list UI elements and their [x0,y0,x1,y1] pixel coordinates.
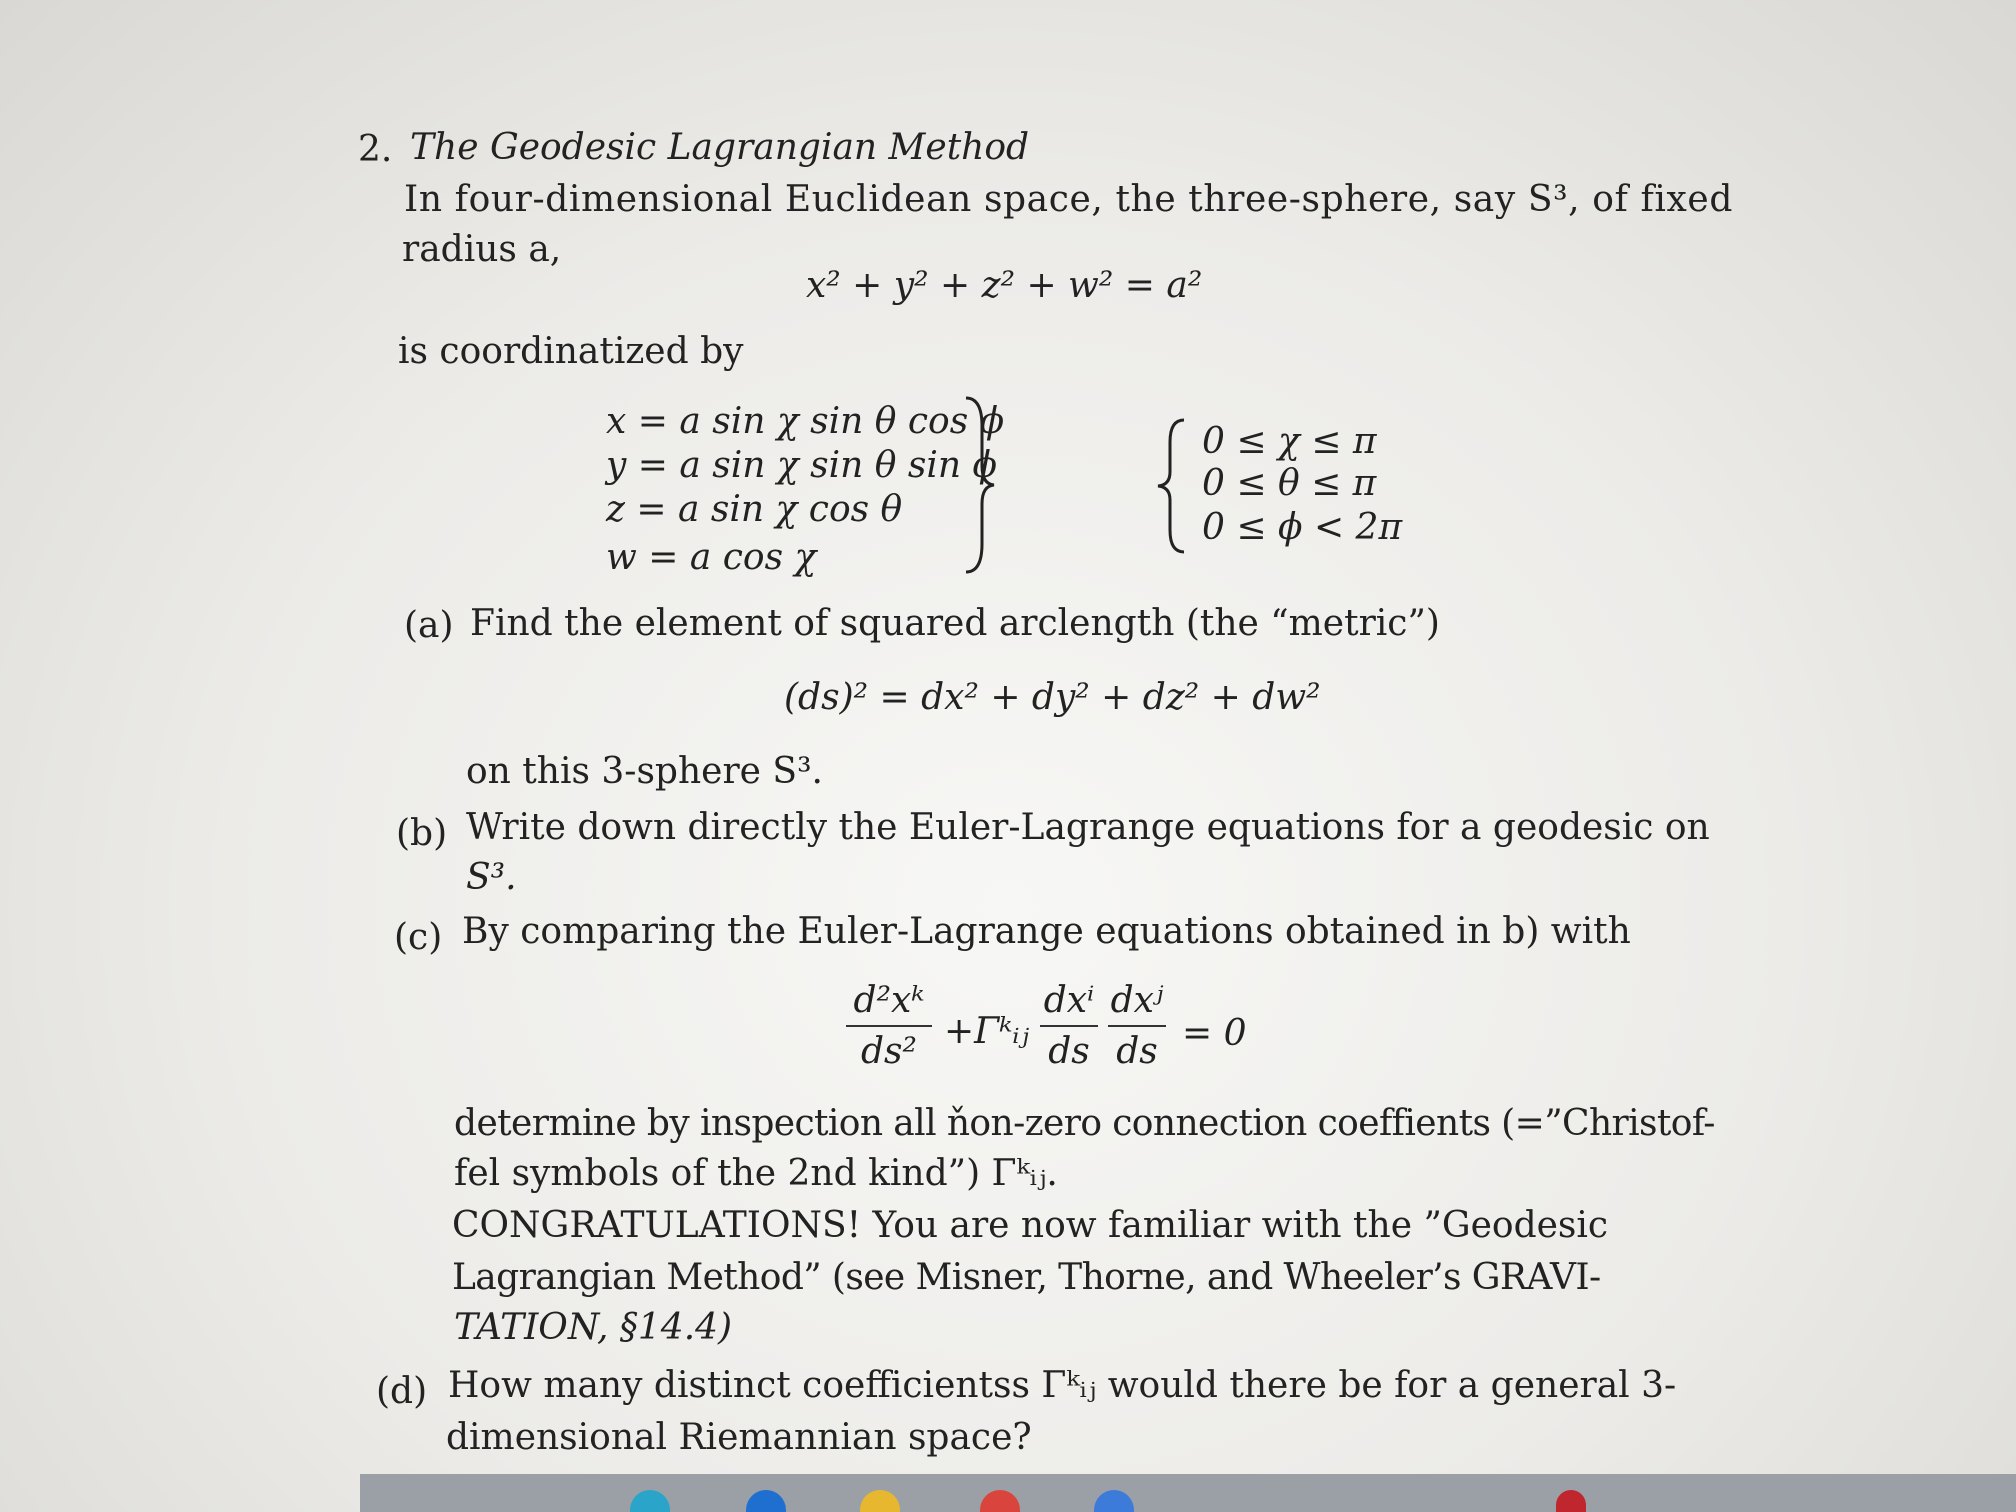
part-d-text-2: dimensional Riemannian space? [446,1417,1032,1458]
range-chi: 0 ≤ χ ≤ π [1202,421,1377,462]
fraction-denominator: ds [1048,1031,1090,1072]
part-a-text: Find the element of squared arclength (the “metric”) [470,603,1440,644]
left-brace [1154,418,1190,554]
notification-icon[interactable] [1556,1490,1586,1512]
part-c-after-2: fel symbols of the 2nd kind”) Γᵏᵢⱼ. [454,1153,1058,1194]
fraction-numerator: dxⁱ [1043,980,1095,1021]
fraction-denominator: ds [1116,1031,1158,1072]
part-b-text-2: S³. [466,857,517,898]
part-a-after: on this 3-sphere S³. [466,751,823,792]
intro-line-1: In four-dimensional Euclidean space, the three-sphere, say S³, of fixed [404,179,1733,220]
congrats-line-2: Lagrangian Method” (see Misner, Thorne, and Wheeler’s GRAVI- [452,1257,1601,1298]
fraction-bar [1040,1025,1098,1027]
part-b-text-1: Write down directly the Euler-Lagrange equations for a geodesic on [466,807,1710,848]
fraction-dxj-ds [1108,978,1166,1074]
fraction-bar [846,1025,932,1027]
congrats-line-3: TATION, §14.4) [454,1307,733,1348]
part-a-label: (a) [404,605,454,646]
part-b-label: (b) [396,813,448,854]
congrats-line-1: CONGRATULATIONS! You are now familiar with the ”Geodesic [452,1205,1609,1246]
range-phi: 0 ≤ ϕ < 2π [1202,507,1403,548]
coord-x: x = a sin χ sin θ cos ϕ [606,401,1005,442]
coordinatized-text: is coordinatized by [398,331,744,372]
part-d-text-1: How many distinct coefficientss Γᵏᵢⱼ would there be for a general 3- [448,1365,1677,1406]
right-brace [960,396,1000,574]
problem-title: The Geodesic Lagrangian Method [410,127,1030,168]
coord-y: y = a sin χ sin θ sin ϕ [606,445,998,486]
fraction-denominator: ds² [861,1031,917,1072]
fraction-numerator: dxʲ [1110,980,1164,1021]
coord-w: w = a cos χ [606,537,817,578]
part-c-after-1: determine by inspection all ňon-zero connection coeffients (=”Christof- [454,1103,1715,1144]
part-c-text: By comparing the Euler-Lagrange equations obtained in b) with [462,911,1631,952]
fraction-dxi-ds [1040,978,1098,1074]
fraction-bar [1108,1025,1166,1027]
range-theta: 0 ≤ θ ≤ π [1202,463,1377,504]
sphere-equation: x² + y² + z² + w² = a² [806,265,1203,306]
christoffel-term: +Γᵏᵢⱼ [944,1011,1030,1052]
intro-line-2: radius a, [402,229,562,270]
coord-z: z = a sin χ cos θ [606,489,903,530]
equals-zero: = 0 [1182,1013,1247,1054]
fraction-numerator: d²xᵏ [853,980,925,1021]
part-d-label: (d) [376,1371,428,1412]
metric-equation: (ds)² = dx² + dy² + dz² + dw² [784,677,1321,718]
problem-number: 2. [358,129,393,170]
fraction-d2x-ds2 [846,978,932,1074]
part-c-label: (c) [394,917,443,958]
taskbar [360,1474,2016,1512]
